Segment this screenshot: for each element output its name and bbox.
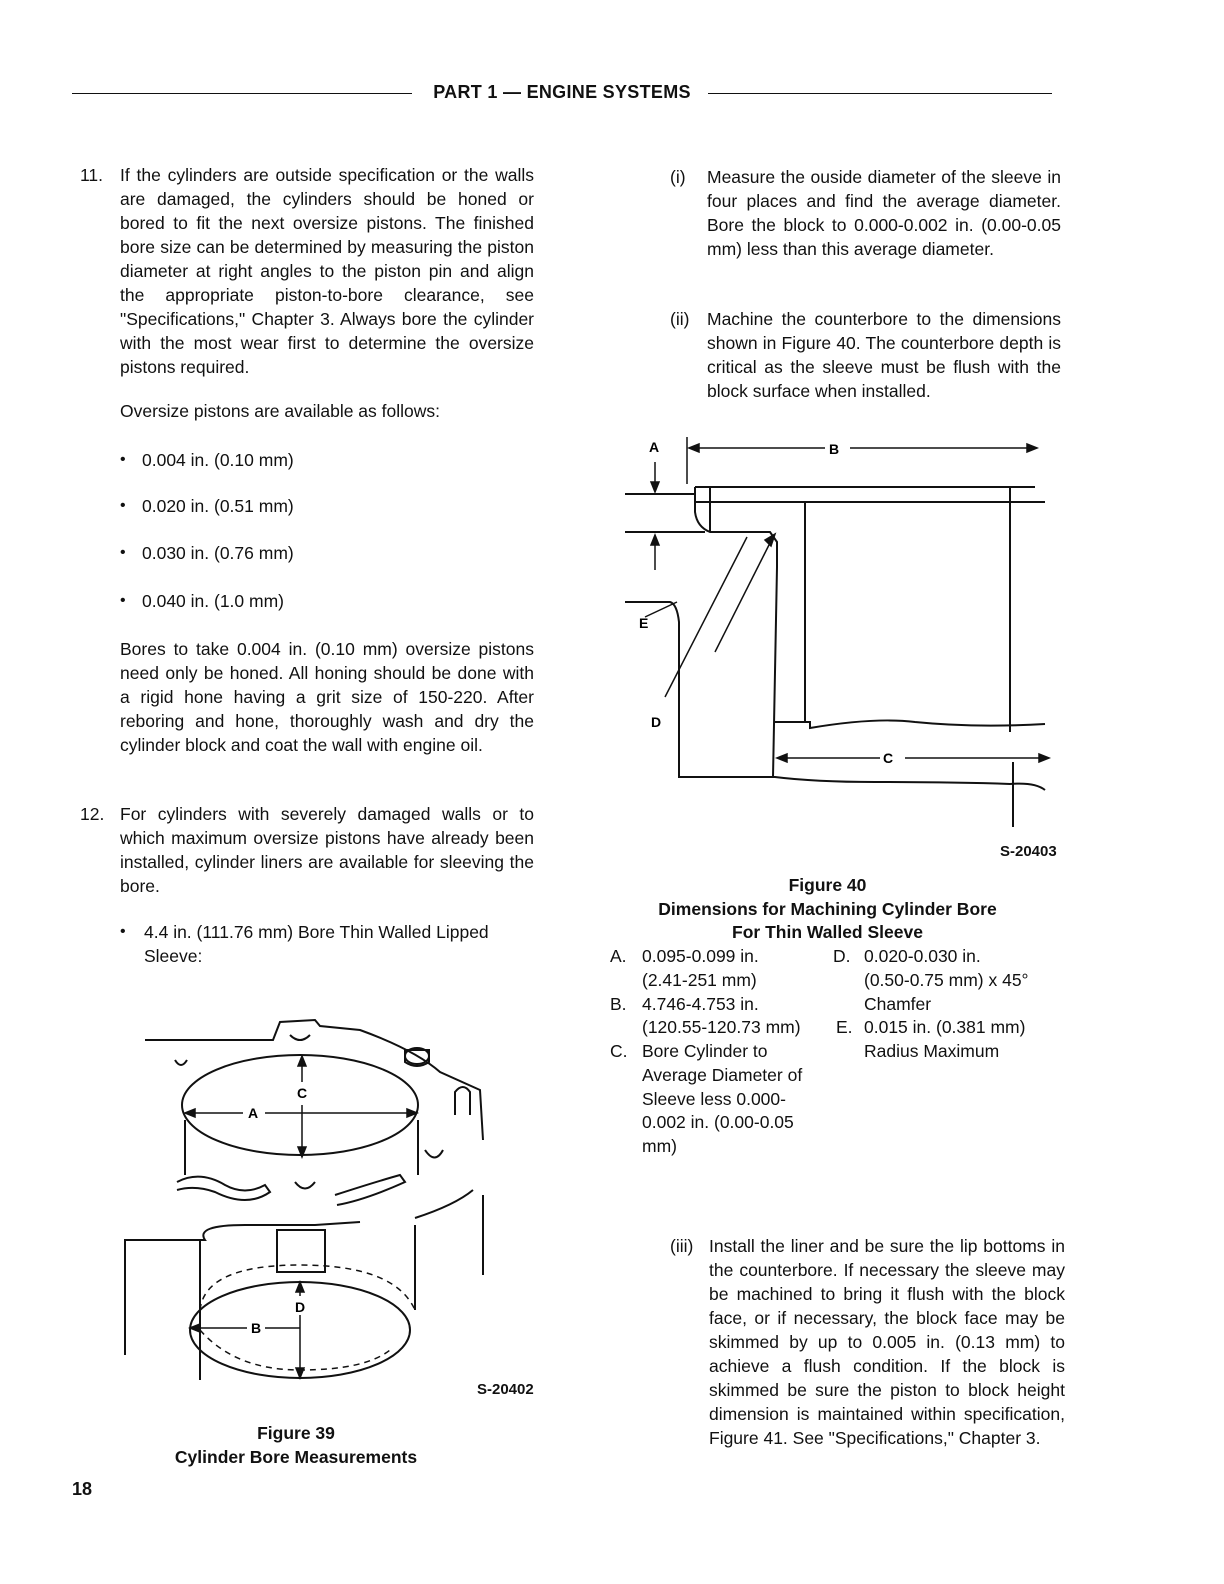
step-iii-marker: (iii): [670, 1236, 694, 1256]
label-c: C: [297, 1085, 308, 1101]
fig40-label-b: B: [829, 441, 840, 457]
small-hole-left: [175, 1060, 187, 1065]
stud-hole: [455, 1087, 470, 1115]
water-jacket-right: [335, 1175, 405, 1205]
step-ii-marker: (ii): [670, 309, 690, 329]
legend-line: 0.015 in. (0.381 mm): [864, 1017, 1026, 1037]
step-i-marker: (i): [670, 167, 686, 187]
fig40-label-e: E: [639, 615, 649, 631]
header-title: PART 1 — ENGINE SYSTEMS: [427, 82, 697, 102]
legend-line: (120.55-120.73 mm): [642, 1017, 801, 1037]
legend-line: 0.095-0.099 in.: [642, 946, 759, 966]
fig40-label-a: A: [649, 439, 660, 455]
page-number: 18: [72, 1479, 93, 1499]
fig40-label-c: C: [883, 750, 894, 766]
small-hole-top: [290, 1035, 310, 1040]
figure-39-id: S-20402: [477, 1381, 534, 1398]
fig40-label-d: D: [651, 714, 662, 730]
small-hole-mid: [295, 1182, 315, 1189]
dim-b-arrow-right: [1027, 444, 1037, 452]
legend-line: (2.41-251 mm): [642, 970, 757, 990]
legend-key-b: B.: [610, 994, 627, 1014]
item-12-number: 12.: [80, 804, 105, 824]
block-bore-profile: [625, 602, 1045, 790]
leader-e: [645, 602, 677, 617]
legend-line: 0.002 in. (0.00-0.05: [642, 1112, 794, 1132]
figure-40-title-line2: For Thin Walled Sleeve: [732, 922, 923, 942]
bore-top-ellipse: [182, 1055, 418, 1155]
dim-a-arrow-left: [185, 1109, 195, 1117]
legend-line: (0.50-0.75 mm) x 45°: [864, 970, 1029, 990]
label-b: B: [251, 1320, 262, 1336]
water-jacket-edge: [415, 1190, 473, 1218]
step-i-text: Measure the ouside diameter of the sleeve in four places and find the average diameter. Bore the block to 0.000-0.002 in. (0.00-0.05 mm) less than this average diameter.: [707, 167, 1061, 259]
dim-a-arrow-top: [651, 482, 659, 492]
legend-line: Average Diameter of: [642, 1065, 803, 1085]
dim-c-arrow-top: [298, 1056, 306, 1066]
figure-40-id: S-20403: [1000, 843, 1057, 860]
figure-39-drawing: [115, 1010, 495, 1395]
legend-line: 4.746-4.753 in.: [642, 994, 759, 1014]
legend-key-c: C.: [610, 1041, 628, 1061]
block-outline-top: [145, 1020, 483, 1140]
figure-39-number: Figure 39: [257, 1423, 335, 1443]
figure-40-drawing: [615, 432, 1055, 827]
honing-text: Bores to take 0.004 in. (0.10 mm) oversize pistons need only be honed. All honing should be done with a rigid hone having a grit size of 150-220. After reboring and hone, thoroughly wash and dry the cylinder block and coat the wall with engine oil.: [120, 639, 534, 755]
dim-a-arrow-bottom: [651, 535, 659, 545]
dim-d-arrow-top: [296, 1282, 304, 1292]
legend-line: Sleeve less 0.000-: [642, 1089, 786, 1109]
legend-line: Radius Maximum: [864, 1041, 1000, 1061]
bore-bottom-hidden-lower: [200, 1330, 390, 1370]
item-12-text: For cylinders with severely damaged walls or to which maximum oversize pistons have already been installed, cylinder liners are available for sleeving the bore.: [120, 804, 534, 896]
page-header: [72, 80, 1052, 106]
leader-d-2: [715, 537, 773, 652]
sleeve-bullet: • 4.4 in. (111.76 mm) Bore Thin Walled Lipped Sleeve:: [120, 922, 489, 966]
small-hole-right: [425, 1150, 443, 1158]
oversize-intro: Oversize pistons are available as follows:: [120, 401, 441, 421]
legend-line: 0.020-0.030 in.: [864, 946, 981, 966]
label-a: A: [248, 1105, 259, 1121]
dim-c-arrow-right: [1039, 754, 1049, 762]
dim-c-arrow-left: [777, 754, 787, 762]
counterbore-profile: [695, 487, 777, 777]
item-11-text: If the cylinders are outside specification or the walls are damaged, the cylinders should be honed or bored to fit the next oversize pistons. The finished bore size can be determined by measuring the piston diameter at right angles to the piston pin and align the appropriate piston-to-bore clearance, see "Specifications," Chapter 3. Always bore the cylinder with the most wear first to determine the oversize pistons required.: [120, 165, 534, 377]
water-jacket-left: [177, 1177, 270, 1200]
legend-line: Bore Cylinder to: [642, 1041, 768, 1061]
legend-key-a: A.: [610, 946, 627, 966]
figure-39-title: Cylinder Bore Measurements: [174, 1447, 418, 1467]
legend-key-d: D.: [833, 946, 851, 966]
legend-line: mm): [642, 1136, 677, 1156]
dim-d-arrow-bottom: [296, 1368, 304, 1378]
step-ii-text: Machine the counterbore to the dimensions shown in Figure 40. The counterbore depth is critical as the sleeve must be flush with the block surface when installed.: [707, 309, 1061, 401]
step-iii-text: Install the liner and be sure the lip bottoms in the counterbore. If necessary the sleeve may be machined to bring it flush with the block face, or if necessary, the block face may be skimmed by up to 0.005 in. (0.13 mm) to achieve a flush condition. If the block is skimmed be sure the piston to block height dimension is maintained within specification, Figure 41. See "Specifications," Chapter 3.: [709, 1236, 1065, 1448]
figure-40-title-line1: Dimensions for Machining Cylinder Bore: [658, 899, 997, 919]
dim-b-arrow-left: [689, 444, 699, 452]
figure-40-number: Figure 40: [788, 875, 867, 895]
item-11-number: 11.: [80, 165, 104, 185]
legend-key-e: E.: [836, 1017, 853, 1037]
label-d: D: [295, 1299, 306, 1315]
leader-d-arrow: [765, 534, 775, 546]
sleeve-bottom-break: [775, 720, 1045, 728]
legend-line: Chamfer: [864, 994, 932, 1014]
